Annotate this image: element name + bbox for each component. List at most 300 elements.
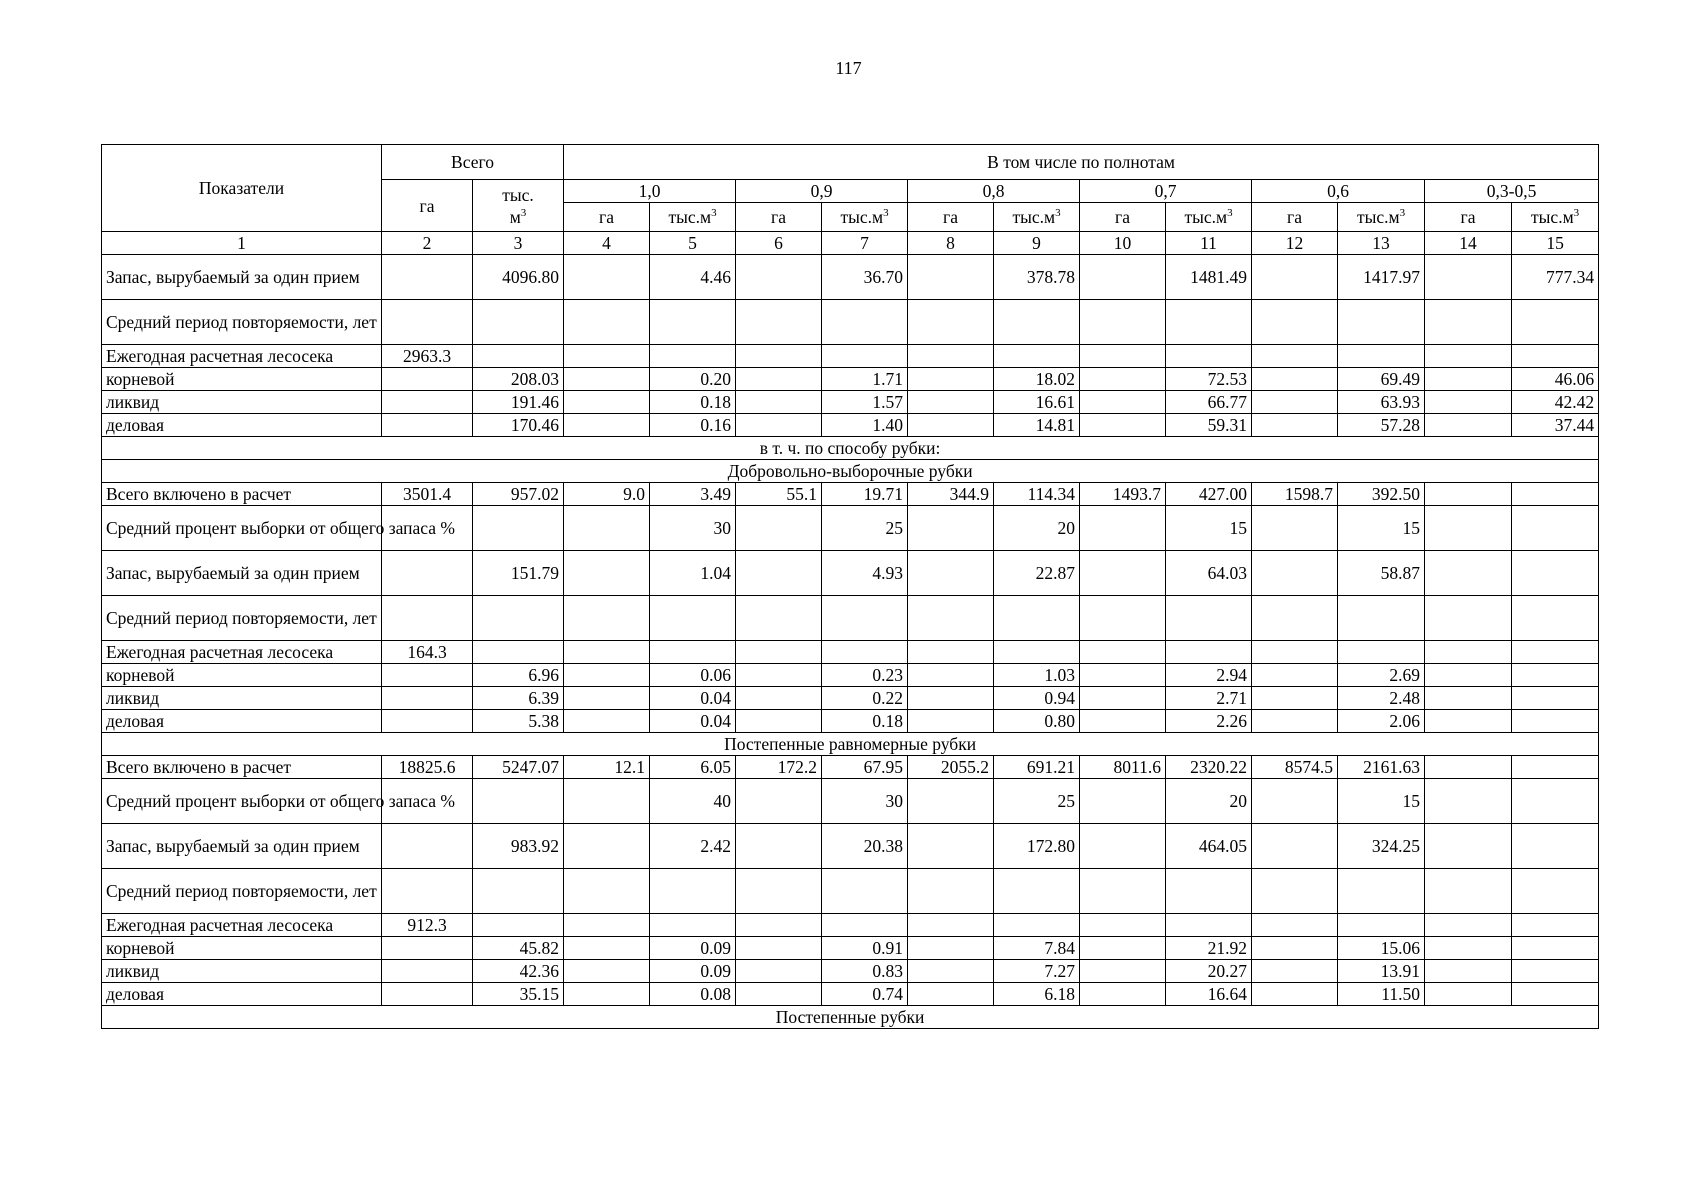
cell-volume: 37.44 [1512, 414, 1599, 437]
header-density: 0,8 [908, 180, 1080, 203]
cell-ha [736, 869, 822, 914]
cell-volume: 1.04 [650, 551, 736, 596]
header-ha: га [1425, 203, 1512, 232]
cell-volume: 36.70 [822, 255, 908, 300]
cell-volume: 15 [1338, 506, 1425, 551]
cell-ha [382, 255, 473, 300]
table-row [102, 937, 1599, 960]
row-label: ликвид [102, 960, 382, 983]
cell-ha [1252, 300, 1338, 345]
cell-volume: 0.22 [822, 687, 908, 710]
row-label: Средний процент выборки от общего запаса % [102, 506, 382, 551]
cell-ha [908, 391, 994, 414]
cell-volume: 4096.80 [473, 255, 564, 300]
cell-volume [473, 869, 564, 914]
cell-volume [822, 914, 908, 937]
cell-volume: 1.03 [994, 664, 1080, 687]
cell-volume: 0.74 [822, 983, 908, 1006]
cell-ha [1080, 551, 1166, 596]
cell-ha [1080, 687, 1166, 710]
cell-ha [736, 779, 822, 824]
table-row [102, 914, 1599, 937]
cell-ha [736, 960, 822, 983]
cell-volume: 464.05 [1166, 824, 1252, 869]
cell-ha [382, 983, 473, 1006]
row-label: корневой [102, 368, 382, 391]
cell-ha [1252, 960, 1338, 983]
cell-ha [1425, 391, 1512, 414]
cell-ha: 18825.6 [382, 756, 473, 779]
table-row [102, 960, 1599, 983]
section-title: Постепенные равномерные рубки [102, 733, 1599, 756]
cell-ha [564, 368, 650, 391]
cell-volume: 5.38 [473, 710, 564, 733]
cell-volume: 2.71 [1166, 687, 1252, 710]
cell-volume [1166, 345, 1252, 368]
cell-volume: 151.79 [473, 551, 564, 596]
table-row [102, 391, 1599, 414]
cell-volume [822, 596, 908, 641]
cell-volume: 59.31 [1166, 414, 1252, 437]
row-label: Ежегодная расчетная лесосека [102, 641, 382, 664]
table-row [102, 869, 1599, 914]
cell-ha [1252, 664, 1338, 687]
cell-volume: 427.00 [1166, 483, 1252, 506]
cell-volume: 63.93 [1338, 391, 1425, 414]
header-volume: $тыс.м^3$ [1166, 203, 1252, 232]
cell-ha [1252, 345, 1338, 368]
column-number: 9 [994, 232, 1080, 255]
cell-ha [1425, 300, 1512, 345]
column-number: 1 [102, 232, 382, 255]
table-row [102, 255, 1599, 300]
cell-ha [564, 869, 650, 914]
row-label: Ежегодная расчетная лесосека [102, 345, 382, 368]
row-label: деловая [102, 983, 382, 1006]
column-number: 13 [1338, 232, 1425, 255]
cell-ha [1080, 641, 1166, 664]
cell-ha [736, 914, 822, 937]
cell-ha [908, 414, 994, 437]
column-number: 14 [1425, 232, 1512, 255]
cell-ha [908, 596, 994, 641]
cell-ha [564, 641, 650, 664]
cell-volume: 378.78 [994, 255, 1080, 300]
cell-volume: 6.05 [650, 756, 736, 779]
cell-ha [736, 368, 822, 391]
cell-volume: 170.46 [473, 414, 564, 437]
cell-ha [382, 824, 473, 869]
cell-volume [1512, 483, 1599, 506]
cell-volume [650, 596, 736, 641]
cell-ha [1080, 869, 1166, 914]
cell-volume [1512, 551, 1599, 596]
cell-ha [564, 506, 650, 551]
cell-volume [1512, 824, 1599, 869]
cell-ha: 8574.5 [1252, 756, 1338, 779]
cell-volume: 16.61 [994, 391, 1080, 414]
cell-volume: 20.38 [822, 824, 908, 869]
cell-ha [382, 414, 473, 437]
cell-ha: 2963.3 [382, 345, 473, 368]
cell-volume [650, 300, 736, 345]
cell-ha: 172.2 [736, 756, 822, 779]
section-title: в т. ч. по способу рубки: [102, 437, 1599, 460]
cell-volume [473, 779, 564, 824]
cell-ha [1252, 687, 1338, 710]
row-label: Средний процент выборки от общего запаса % [102, 779, 382, 824]
cell-ha [1252, 391, 1338, 414]
cell-volume: 983.92 [473, 824, 564, 869]
table-row [102, 824, 1599, 869]
cell-ha [564, 596, 650, 641]
cell-ha [564, 255, 650, 300]
header-by-density: В том числе по полнотам [564, 145, 1599, 180]
header-volume: $тыс.м^3$ [1512, 203, 1599, 232]
cell-ha [1425, 368, 1512, 391]
cell-ha [564, 551, 650, 596]
cell-volume [1166, 300, 1252, 345]
cell-ha [1425, 255, 1512, 300]
cell-ha [908, 937, 994, 960]
cell-volume: 2320.22 [1166, 756, 1252, 779]
cell-volume: 2.94 [1166, 664, 1252, 687]
cell-ha [908, 641, 994, 664]
column-number: 12 [1252, 232, 1338, 255]
cell-ha [1080, 914, 1166, 937]
table-row [102, 596, 1599, 641]
cell-ha [564, 710, 650, 733]
cell-ha [1425, 345, 1512, 368]
cell-ha [1080, 983, 1166, 1006]
cell-volume: 6.39 [473, 687, 564, 710]
header-density: 1,0 [564, 180, 736, 203]
cell-ha [1252, 255, 1338, 300]
cell-ha [1080, 779, 1166, 824]
cell-volume [1166, 641, 1252, 664]
cell-volume: 2.69 [1338, 664, 1425, 687]
cell-ha [1425, 551, 1512, 596]
cell-volume [473, 345, 564, 368]
cell-volume: 45.82 [473, 937, 564, 960]
cell-ha [382, 960, 473, 983]
cell-ha [1252, 983, 1338, 1006]
table-row [102, 300, 1599, 345]
cell-ha [908, 300, 994, 345]
header-volume: $тыс.м^3$ [822, 203, 908, 232]
cell-volume: 46.06 [1512, 368, 1599, 391]
cell-ha [908, 914, 994, 937]
cell-volume: 42.36 [473, 960, 564, 983]
row-label: корневой [102, 664, 382, 687]
cell-ha [1080, 664, 1166, 687]
cell-volume: 20 [994, 506, 1080, 551]
cell-ha: 3501.4 [382, 483, 473, 506]
cell-volume: 7.84 [994, 937, 1080, 960]
cell-volume [822, 869, 908, 914]
cell-ha [564, 391, 650, 414]
cell-ha [908, 710, 994, 733]
cell-volume: 1.40 [822, 414, 908, 437]
cell-volume [473, 596, 564, 641]
cell-volume: 0.09 [650, 960, 736, 983]
cell-ha [1252, 710, 1338, 733]
cell-volume: 0.23 [822, 664, 908, 687]
row-label: Ежегодная расчетная лесосека [102, 914, 382, 937]
cell-volume: 69.49 [1338, 368, 1425, 391]
cell-ha: 164.3 [382, 641, 473, 664]
header-total: Всего [382, 145, 564, 180]
cell-ha [382, 869, 473, 914]
cell-ha [908, 551, 994, 596]
header-total-ha: га [382, 180, 473, 232]
cell-volume: 0.16 [650, 414, 736, 437]
cell-ha [1425, 960, 1512, 983]
cell-ha: 2055.2 [908, 756, 994, 779]
cell-ha [1252, 779, 1338, 824]
cell-volume: 13.91 [1338, 960, 1425, 983]
cell-volume [1512, 596, 1599, 641]
cell-volume [1512, 664, 1599, 687]
cell-volume: 0.94 [994, 687, 1080, 710]
cell-ha: 1598.7 [1252, 483, 1338, 506]
header-volume: $тыс.м^3$ [650, 203, 736, 232]
cell-volume [650, 869, 736, 914]
cell-volume [473, 300, 564, 345]
cell-volume [1338, 345, 1425, 368]
cell-ha [564, 914, 650, 937]
cell-ha [736, 983, 822, 1006]
cell-volume: 777.34 [1512, 255, 1599, 300]
cell-volume [1512, 937, 1599, 960]
cell-ha: 1493.7 [1080, 483, 1166, 506]
cell-volume: 25 [822, 506, 908, 551]
table-row [102, 368, 1599, 391]
header-density: 0,6 [1252, 180, 1425, 203]
cell-ha [1425, 937, 1512, 960]
row-label: Запас, вырубаемый за один прием [102, 551, 382, 596]
cell-volume: 4.46 [650, 255, 736, 300]
cell-ha [736, 506, 822, 551]
cell-volume: 42.42 [1512, 391, 1599, 414]
cell-volume: 40 [650, 779, 736, 824]
cell-volume: 957.02 [473, 483, 564, 506]
cell-volume [822, 300, 908, 345]
column-number: 8 [908, 232, 994, 255]
cell-volume: 3.49 [650, 483, 736, 506]
cell-volume: 64.03 [1166, 551, 1252, 596]
cell-volume [1166, 914, 1252, 937]
row-label: Средний период повторяемости, лет [102, 869, 382, 914]
cell-ha [908, 869, 994, 914]
column-number: 3 [473, 232, 564, 255]
cell-volume [1512, 345, 1599, 368]
cell-ha [1252, 551, 1338, 596]
cell-ha [736, 551, 822, 596]
cell-volume: 0.91 [822, 937, 908, 960]
cell-volume: 16.64 [1166, 983, 1252, 1006]
header-volume: $тыс.м^3$ [1338, 203, 1425, 232]
cell-volume: 691.21 [994, 756, 1080, 779]
cell-volume: 2.42 [650, 824, 736, 869]
cell-ha [382, 368, 473, 391]
cell-volume [1512, 914, 1599, 937]
table-row [102, 664, 1599, 687]
cell-volume: 20.27 [1166, 960, 1252, 983]
header-ha: га [908, 203, 994, 232]
column-number: 5 [650, 232, 736, 255]
forest-cutting-table [101, 144, 1599, 1029]
cell-volume: 0.04 [650, 687, 736, 710]
cell-volume: 0.18 [650, 391, 736, 414]
cell-ha [1080, 391, 1166, 414]
cell-ha [382, 687, 473, 710]
row-label: Средний период повторяемости, лет [102, 300, 382, 345]
header-density: 0,3-0,5 [1425, 180, 1599, 203]
cell-volume: 15 [1338, 779, 1425, 824]
column-number: 10 [1080, 232, 1166, 255]
cell-volume [822, 345, 908, 368]
cell-volume [994, 869, 1080, 914]
section-row [102, 1006, 1599, 1029]
cell-ha [382, 300, 473, 345]
row-label: деловая [102, 710, 382, 733]
cell-volume: 19.71 [822, 483, 908, 506]
cell-volume: 6.96 [473, 664, 564, 687]
cell-volume [1338, 869, 1425, 914]
header-ha: га [1252, 203, 1338, 232]
cell-ha [1080, 596, 1166, 641]
header-ha: га [736, 203, 822, 232]
cell-volume: 0.06 [650, 664, 736, 687]
section-row [102, 460, 1599, 483]
cell-ha [908, 983, 994, 1006]
cell-volume: 114.34 [994, 483, 1080, 506]
cell-volume: 172.80 [994, 824, 1080, 869]
cell-ha [1252, 596, 1338, 641]
cell-ha [1425, 687, 1512, 710]
cell-volume [822, 641, 908, 664]
cell-volume: 208.03 [473, 368, 564, 391]
cell-volume: 324.25 [1338, 824, 1425, 869]
cell-ha [908, 345, 994, 368]
cell-volume: 0.80 [994, 710, 1080, 733]
cell-volume [650, 641, 736, 664]
cell-volume: 25 [994, 779, 1080, 824]
row-label: корневой [102, 937, 382, 960]
cell-ha [908, 664, 994, 687]
cell-volume [473, 506, 564, 551]
row-label: Всего включено в расчет [102, 483, 382, 506]
cell-volume: 392.50 [1338, 483, 1425, 506]
cell-ha [1252, 937, 1338, 960]
header-ha: га [564, 203, 650, 232]
cell-ha [1425, 914, 1512, 937]
column-number: 2 [382, 232, 473, 255]
cell-ha [1252, 869, 1338, 914]
cell-ha [564, 414, 650, 437]
cell-volume [1166, 596, 1252, 641]
cell-ha [1252, 914, 1338, 937]
cell-volume: 15 [1166, 506, 1252, 551]
cell-ha [1252, 641, 1338, 664]
cell-volume [1512, 779, 1599, 824]
cell-ha [1425, 710, 1512, 733]
column-number: 7 [822, 232, 908, 255]
cell-volume: 15.06 [1338, 937, 1425, 960]
cell-volume: 57.28 [1338, 414, 1425, 437]
cell-ha [1080, 345, 1166, 368]
cell-ha [736, 414, 822, 437]
cell-volume: 22.87 [994, 551, 1080, 596]
cell-volume: 2161.63 [1338, 756, 1425, 779]
cell-ha: 344.9 [908, 483, 994, 506]
cell-volume: 21.92 [1166, 937, 1252, 960]
cell-ha [1252, 506, 1338, 551]
cell-ha [1252, 368, 1338, 391]
cell-ha [736, 687, 822, 710]
cell-volume: 0.04 [650, 710, 736, 733]
cell-volume [650, 914, 736, 937]
cell-ha [736, 345, 822, 368]
cell-ha [736, 300, 822, 345]
cell-volume: 11.50 [1338, 983, 1425, 1006]
cell-ha [1080, 824, 1166, 869]
column-number: 6 [736, 232, 822, 255]
cell-ha [736, 824, 822, 869]
section-row [102, 437, 1599, 460]
cell-volume [1512, 687, 1599, 710]
cell-ha: 55.1 [736, 483, 822, 506]
table-row [102, 345, 1599, 368]
cell-ha [564, 960, 650, 983]
cell-volume [994, 345, 1080, 368]
cell-volume [1512, 756, 1599, 779]
cell-volume: 0.20 [650, 368, 736, 391]
cell-volume: 0.09 [650, 937, 736, 960]
cell-volume [473, 914, 564, 937]
cell-volume: 0.08 [650, 983, 736, 1006]
cell-ha [908, 506, 994, 551]
cell-volume: 1417.97 [1338, 255, 1425, 300]
row-label: ликвид [102, 391, 382, 414]
cell-volume: 4.93 [822, 551, 908, 596]
cell-volume: 1.71 [822, 368, 908, 391]
cell-ha [1252, 414, 1338, 437]
cell-ha [1425, 483, 1512, 506]
cell-volume: 2.06 [1338, 710, 1425, 733]
cell-volume: 6.18 [994, 983, 1080, 1006]
cell-volume [1338, 596, 1425, 641]
row-label: Запас, вырубаемый за один прием [102, 824, 382, 869]
cell-volume: 7.27 [994, 960, 1080, 983]
cell-volume: 191.46 [473, 391, 564, 414]
cell-volume: 5247.07 [473, 756, 564, 779]
cell-ha: 912.3 [382, 914, 473, 937]
cell-ha [1425, 983, 1512, 1006]
cell-volume [650, 345, 736, 368]
cell-ha [564, 983, 650, 1006]
cell-ha [736, 596, 822, 641]
cell-volume: 2.48 [1338, 687, 1425, 710]
cell-volume [1338, 914, 1425, 937]
cell-volume: 72.53 [1166, 368, 1252, 391]
cell-ha: 9.0 [564, 483, 650, 506]
cell-ha [1080, 937, 1166, 960]
cell-volume [1512, 506, 1599, 551]
cell-volume: 1481.49 [1166, 255, 1252, 300]
cell-ha: 8011.6 [1080, 756, 1166, 779]
